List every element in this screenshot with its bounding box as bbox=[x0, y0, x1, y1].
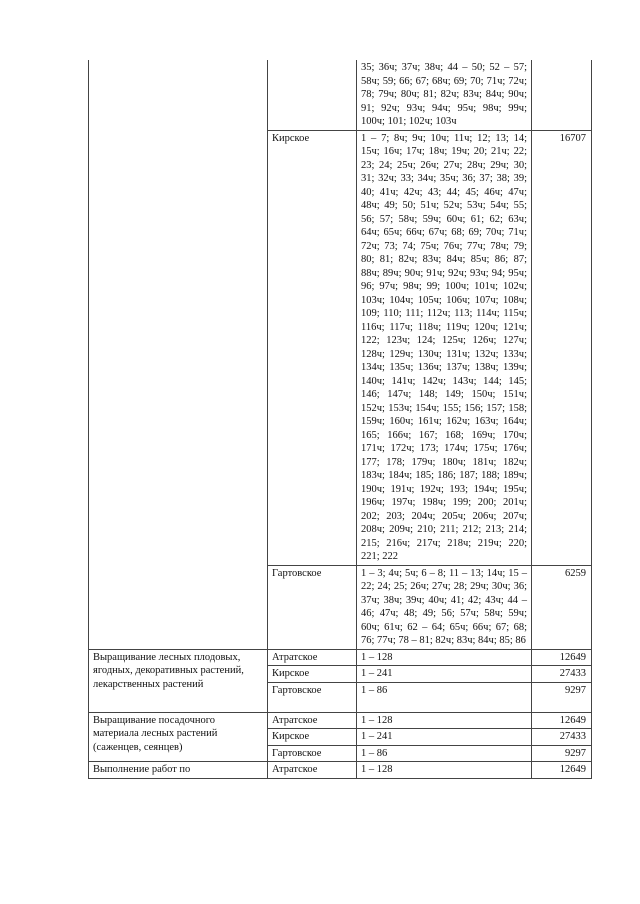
forestry-cell: Кирское bbox=[268, 729, 357, 746]
activity-cell: Выполнение работ по bbox=[89, 762, 268, 779]
forestry-cell: Гартовское bbox=[268, 682, 357, 712]
forestry-cell: Гартовское bbox=[268, 565, 357, 649]
table-row bbox=[89, 649, 592, 666]
forestry-cell: Кирское bbox=[268, 130, 357, 565]
forestry-cell: Атратское bbox=[268, 712, 357, 729]
forestry-cell bbox=[268, 60, 357, 130]
area-cell: 12649 bbox=[532, 762, 592, 779]
area-cell: 27433 bbox=[532, 729, 592, 746]
forestry-cell: Гартовское bbox=[268, 745, 357, 762]
quarters-cell: 1 – 128 bbox=[357, 649, 532, 666]
quarters-cell: 1 – 128 bbox=[357, 762, 532, 779]
area-cell: 9297 bbox=[532, 682, 592, 712]
forest-quarters-table bbox=[88, 60, 592, 779]
quarters-cell: 35; 36ч; 37ч; 38ч; 44 – 50; 52 – 57; 58ч; 59; 66; 67; 68ч; 69; 70; 71ч; 72ч; 78; 79ч; 80ч; 81; 82ч; 83ч; 84ч; 90ч; 91; 92ч; 93ч; 94ч; 95ч; 98ч; 99ч; 100ч; 101; 102ч; 103ч bbox=[357, 60, 532, 130]
activity-cell bbox=[89, 60, 268, 649]
quarters-cell: 1 – 86 bbox=[357, 682, 532, 712]
area-cell: 9297 bbox=[532, 745, 592, 762]
quarters-cell: 1 – 7; 8ч; 9ч; 10ч; 11ч; 12; 13; 14; 15ч; 16ч; 17ч; 18ч; 19ч; 20; 21ч; 22; 23; 24; 25ч; 26ч; 27ч; 28ч; 29ч; 30; 31; 32ч; 33; 34ч; 35ч; 36; 37; 38; 39; 40; 41ч; 42ч; 43; 44; 45; 46ч; 47ч; 48ч; 49; 50; 51ч; 52ч; 53ч; 54ч; 55; 56; 57; 58ч; 59ч; 60ч; 61; 62; 63ч; 64ч; 65ч; 66ч; 67ч; 68; 69; 70ч; 71ч; 72ч; 73; 74; 75ч; 76ч; 77ч; 78ч; 79; 80; 81; 82ч; 83ч; 84ч; 85ч; 86; 87; 88ч; 89ч; 90ч; 91ч; 92ч; 93ч; 94; 95ч; 96; 97ч; 98ч; 99; 100ч; 101ч; 102ч; 103ч; 104ч; 105ч; 106ч; 107ч; 108ч; 109; 110; 111; 112ч; 113; 114ч; 115ч; 116ч; 117ч; 118ч; 119ч; 120ч; 121ч; 122; 123ч; 124; 125ч; 126ч; 127ч; 128ч; 129ч; 130ч; 131ч; 132ч; 133ч; 134ч; 135ч; 136ч; 137ч; 138ч; 139ч; 140ч; 141ч; 142ч; 143ч; 144; 145; 146; 147ч; 148; 149; 150ч; 151ч; 152ч; 153ч; 154ч; 155; 156; 157; 158; 159ч; 160ч; 161ч; 162ч; 163ч; 164ч; 165; 166ч; 167; 168; 169ч; 170ч; 171ч; 172ч; 173; 174ч; 175ч; 176ч; 177; 178; 179ч; 180ч; 181ч; 182ч; 183ч; 184ч; 185; 186; 187; 188; 189ч; 190ч; 191ч; 192ч; 193; 194ч; 195ч; 196ч; 197ч; 198ч; 199; 200; 201ч; 202; 203; 204ч; 205ч; 206ч; 207ч; 208ч; 209ч; 210; 211; 212; 213; 214; 215; 216ч; 217ч; 218ч; 219ч; 220; 221; 222 bbox=[357, 130, 532, 565]
area-cell: 6259 bbox=[532, 565, 592, 649]
quarters-cell: 1 – 128 bbox=[357, 712, 532, 729]
quarters-cell: 1 – 3; 4ч; 5ч; 6 – 8; 11 – 13; 14ч; 15 – 22; 24; 25; 26ч; 27ч; 28; 29ч; 30ч; 36; 37ч; 38ч; 39ч; 40ч; 41; 42; 43ч; 44 – 46; 47ч; 48; 49; 56; 57ч; 58ч; 59ч; 60ч; 61ч; 62 – 64; 65ч; 66ч; 67; 68; 76; 77ч; 78 – 81; 82ч; 83ч; 84ч; 85; 86 bbox=[357, 565, 532, 649]
table-row bbox=[89, 762, 592, 779]
forestry-cell: Кирское bbox=[268, 666, 357, 683]
area-cell: 12649 bbox=[532, 649, 592, 666]
area-cell: 12649 bbox=[532, 712, 592, 729]
quarters-cell: 1 – 241 bbox=[357, 729, 532, 746]
table-row bbox=[89, 60, 592, 130]
area-cell: 27433 bbox=[532, 666, 592, 683]
area-cell: 16707 bbox=[532, 130, 592, 565]
table-row bbox=[89, 712, 592, 729]
area-cell bbox=[532, 60, 592, 130]
quarters-cell: 1 – 241 bbox=[357, 666, 532, 683]
forestry-cell: Атратское bbox=[268, 762, 357, 779]
forestry-cell: Атратское bbox=[268, 649, 357, 666]
activity-cell: Выращивание лесных плодовых, ягодных, декоративных растений, лекарственных растений bbox=[89, 649, 268, 712]
activity-cell: Выращивание посадочного материала лесных растений (саженцев, сеянцев) bbox=[89, 712, 268, 762]
quarters-cell: 1 – 86 bbox=[357, 745, 532, 762]
